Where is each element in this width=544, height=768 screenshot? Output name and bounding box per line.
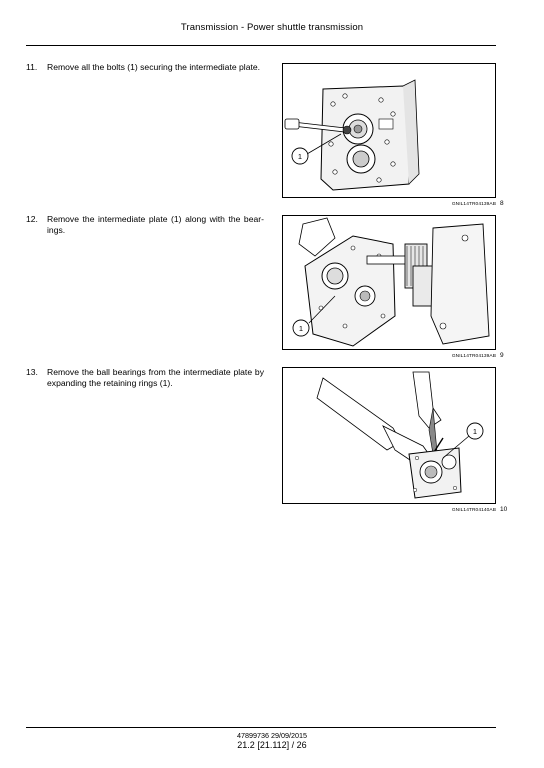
header-rule [26,45,496,46]
figure-caption-code: GNIL14TR04139AB [451,202,496,207]
step-text: Remove all the bolts (1) securing the intermediate plate. [47,62,261,72]
figure-illustration [283,368,496,504]
footer-rule [26,727,496,728]
figure-illustration [283,216,496,350]
figure-remove-intermediate-plate [282,215,496,350]
step-text: Remove the intermediate plate (1) along with the bear-ings. [47,214,264,235]
figure-remove-ball-bearings [282,367,496,504]
callout-label: 1 [472,427,478,436]
step-11 [26,62,264,73]
step-number: 11. [26,62,38,72]
step-13 [26,367,264,389]
footer-page-number: 21.2 [21.112] / 26 [237,740,307,750]
figure-number: 10 [500,506,508,513]
figure-remove-bolts [282,63,496,198]
figure-caption-code: GNIL14TR04140AB [451,508,496,513]
figure-number: 8 [500,200,504,207]
step-number: 12. [26,214,38,224]
step-text: Remove the ball bearings from the intermediate plate by expanding the retaining rings (1). [47,367,264,388]
callout-label: 1 [297,152,303,161]
step-12 [26,214,264,236]
figure-illustration [283,64,496,198]
page-header-title: Transmission - Power shuttle transmission [180,22,364,33]
footer-reference: 47899736 29/09/2015 [237,731,307,740]
figure-number: 9 [500,352,504,359]
step-number: 13. [26,367,38,377]
figure-caption-code: GNIL14TR04139AB [451,354,496,359]
callout-label: 1 [298,324,304,333]
